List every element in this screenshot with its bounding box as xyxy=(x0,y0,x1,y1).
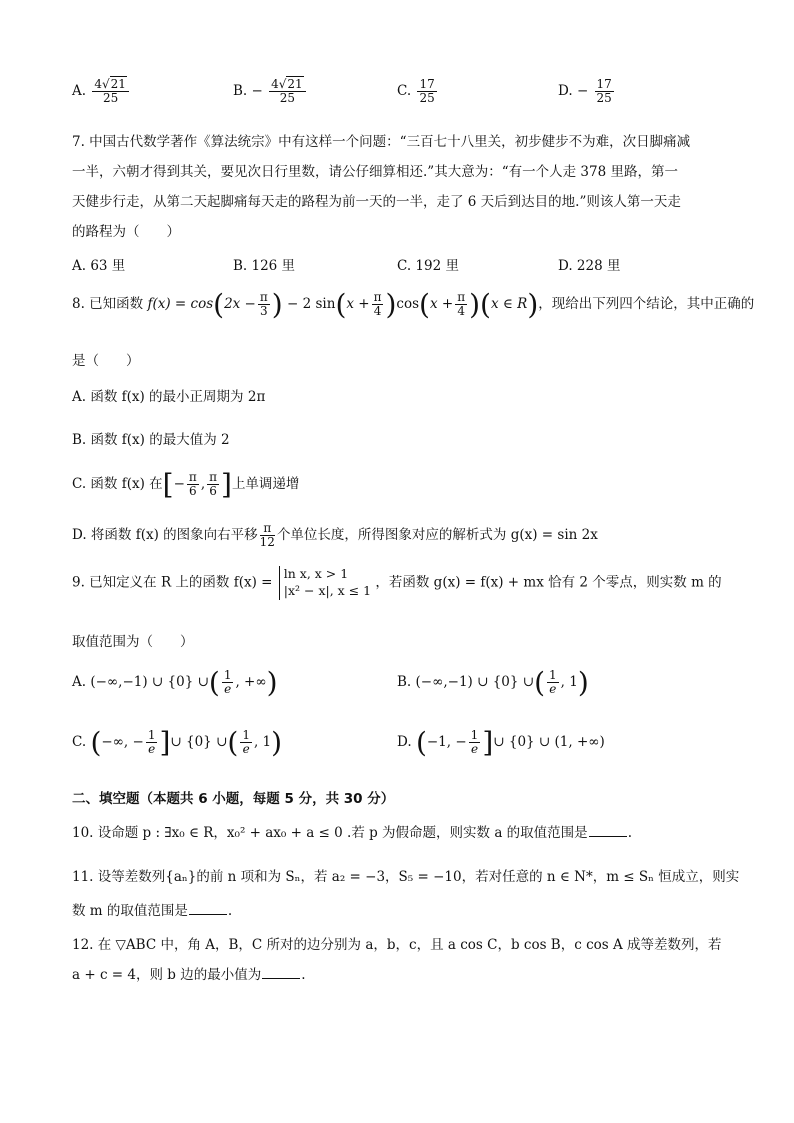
q6-option-c[interactable]: C. $\frac{17}{25}$ xyxy=(397,77,435,106)
q6-a-fraction: $\frac{4√21}{25}$ xyxy=(92,78,129,105)
q9-option-a[interactable]: A. (−∞,−1) ∪ {0} ∪( $\frac{1}{e}$ , +∞) xyxy=(72,666,278,699)
q6-d-fraction: $\frac{17}{25}$ xyxy=(596,77,612,106)
section-heading: 二、填空题（本题共 6 小题，每题 5 分，共 30 分） xyxy=(72,791,395,807)
q7-option-d[interactable]: D. 228 里 xyxy=(558,258,621,274)
q9-line-2: 取值范围为（ ） xyxy=(72,634,194,650)
q8-option-c[interactable]: C. 函数 f(x) 在[− $\frac{\pi}{6}$ , $\frac{\pi}{6}$ ]上单调递增 xyxy=(72,468,300,501)
q11-answer-blank[interactable] xyxy=(189,914,227,915)
q8-option-a[interactable]: A. 函数 f(x) 的最小正周期为 2π xyxy=(72,389,266,405)
q8-option-d[interactable]: D. 将函数 f(x) 的图象向右平移 $\frac{\pi}{12}$ 个单位长度，所得图象对应的解析式为 g(x) = sin 2x xyxy=(72,521,598,550)
q9-option-d[interactable]: D. (−1, − $\frac{1}{e}$ ]∪ {0} ∪ (1, +∞) xyxy=(397,726,605,759)
q10: 10. 设命题 p : ∃x₀ ∈ R，x₀² + ax₀ + a ≤ 0 .若 p 为假命题，则实数 a 的取值范围是 . xyxy=(72,825,632,841)
q9-piecewise: ln x, x > 1 |x² − x|, x ≤ 1 xyxy=(279,566,371,600)
q6-b-fraction: $\frac{4√21}{25}$ xyxy=(269,78,306,105)
q7-line-3: 天健步行走，从第二天起脚痛每天走的路程为前一天的一半，走了 6 天后到达目的地.”则该人第一天走 xyxy=(72,194,681,210)
q7-option-b[interactable]: B. 126 里 xyxy=(233,258,296,274)
q9-option-b[interactable]: B. (−∞,−1) ∪ {0} ∪( $\frac{1}{e}$ , 1) xyxy=(397,666,589,699)
q8-line-2: 是（ ） xyxy=(72,353,140,369)
q7-option-c[interactable]: C. 192 里 xyxy=(397,258,459,274)
q8-option-b[interactable]: B. 函数 f(x) 的最大值为 2 xyxy=(72,432,230,448)
q6-option-a[interactable]: A. $\frac{4√21}{25}$ xyxy=(72,78,131,105)
q9-stem: 9. 已知定义在 R 上的函数 f(x) = ln x, x > 1 |x² − x|, x ≤ 1 ，若函数 g(x) = f(x) + mx 恰有 2 个零点，则实数 m 的 xyxy=(72,566,722,598)
q12-answer-blank[interactable] xyxy=(262,978,300,979)
q8-stem: 8. 已知函数 f(x) = cos(2x − $\frac{\pi}{3}$ ) − 2 sin(x + $\frac{\pi}{4}$ )cos(x + $\frac{\pi}{4}$ )(x ∈ R)，现给出下列四个结论，其中正确的 xyxy=(72,288,755,321)
q9-option-c[interactable]: C. (−∞, − $\frac{1}{e}$ ]∪ {0} ∪( $\frac{1}{e}$ , 1) xyxy=(72,726,283,759)
q11-line-2: 数 m 的取值范围是 . xyxy=(72,903,233,919)
q7-line-1: 7. 中国古代数学著作《算法统宗》中有这样一个问题：“三百七十八里关，初步健步不为难，次日脚痛减 xyxy=(72,134,691,150)
q7-line-4: 的路程为（ ） xyxy=(72,224,180,240)
q7-option-a[interactable]: A. 63 里 xyxy=(72,258,126,274)
q7-line-2: 一半，六朝才得到其关，要见次日行里数，请公仔细算相还.”其大意为：“有一个人走 378 里路，第一 xyxy=(72,164,678,180)
q12-line-1: 12. 在 ▽ABC 中，角 A，B，C 所对的边分别为 a，b，c，且 a cos C，b cos B，c cos A 成等差数列，若 xyxy=(72,937,722,953)
q6-option-d[interactable]: D. − $\frac{17}{25}$ xyxy=(558,77,612,106)
q6-option-b[interactable]: B. − $\frac{4√21}{25}$ xyxy=(233,78,308,105)
q11-line-1: 11. 设等差数列{aₙ}的前 n 项和为 Sₙ，若 a₂ = −3，S₅ = −10，若对任意的 n ∈ N*，m ≤ Sₙ 恒成立，则实 xyxy=(72,869,740,885)
q10-answer-blank[interactable] xyxy=(589,836,627,837)
q12-line-2: a + c = 4，则 b 边的最小值为 . xyxy=(72,967,306,983)
q6-c-fraction: $\frac{17}{25}$ xyxy=(419,77,435,106)
